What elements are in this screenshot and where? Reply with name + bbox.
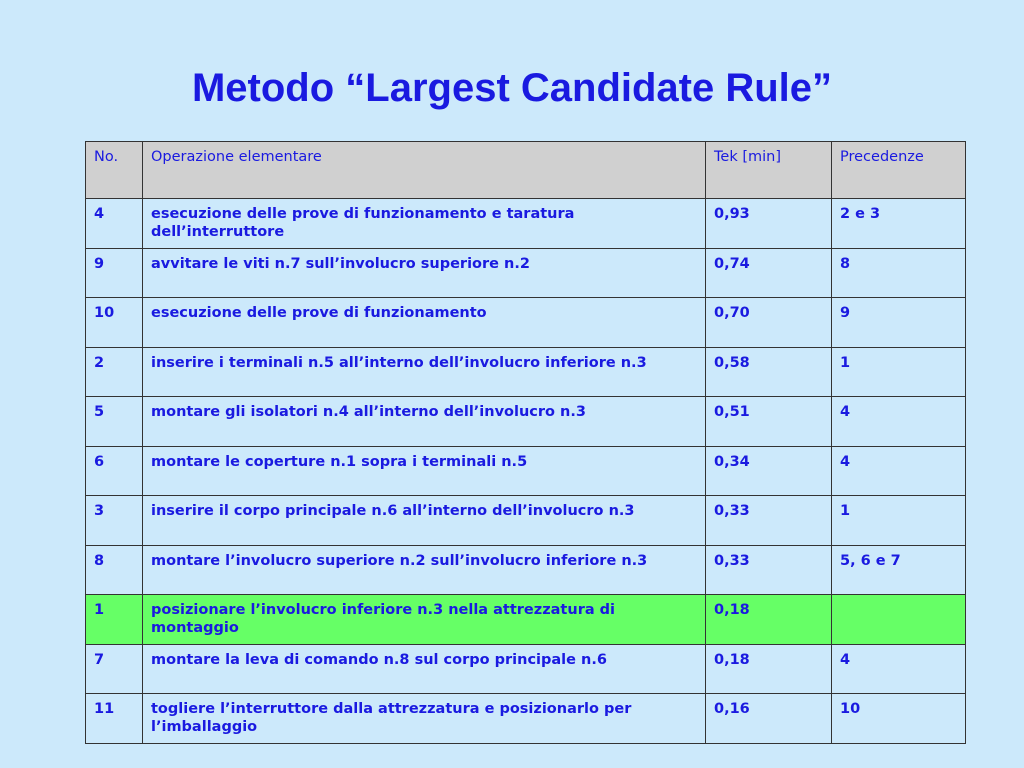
cell-precedences: 4 (832, 397, 966, 447)
cell-operation: posizionare l’involucro inferiore n.3 nella attrezzatura di montaggio (143, 595, 706, 645)
cell-tek: 0,51 (706, 397, 832, 447)
slide-title: Metodo “Largest Candidate Rule” (191, 66, 833, 110)
cell-precedences: 2 e 3 (832, 199, 966, 249)
cell-precedences: 9 (832, 298, 966, 348)
cell-tek: 0,74 (706, 248, 832, 298)
header-precedences: Precedenze (832, 142, 966, 199)
cell-tek: 0,18 (706, 595, 832, 645)
cell-tek: 0,58 (706, 347, 832, 397)
table-row (86, 248, 966, 298)
cell-no: 1 (86, 595, 143, 645)
cell-precedences: 5, 6 e 7 (832, 545, 966, 595)
cell-operation: inserire il corpo principale n.6 all’interno dell’involucro n.3 (143, 496, 706, 546)
cell-no: 6 (86, 446, 143, 496)
cell-precedences: 4 (832, 644, 966, 694)
cell-tek: 0,33 (706, 496, 832, 546)
cell-operation: esecuzione delle prove di funzionamento e taratura dell’interruttore (143, 199, 706, 249)
cell-operation: esecuzione delle prove di funzionamento (143, 298, 706, 348)
cell-no: 10 (86, 298, 143, 348)
cell-no: 7 (86, 644, 143, 694)
cell-tek: 0,93 (706, 199, 832, 249)
cell-precedences: 4 (832, 446, 966, 496)
cell-no: 2 (86, 347, 143, 397)
cell-no: 11 (86, 694, 143, 744)
table-row (86, 595, 966, 645)
cell-operation: avvitare le viti n.7 sull’involucro superiore n.2 (143, 248, 706, 298)
cell-tek: 0,70 (706, 298, 832, 348)
table-row (86, 397, 966, 447)
cell-precedences: 8 (832, 248, 966, 298)
cell-tek: 0,34 (706, 446, 832, 496)
table-row (86, 199, 966, 249)
cell-no: 5 (86, 397, 143, 447)
cell-no: 3 (86, 496, 143, 546)
header-no: No. (86, 142, 143, 199)
cell-precedences: 1 (832, 496, 966, 546)
cell-tek: 0,16 (706, 694, 832, 744)
cell-operation: inserire i terminali n.5 all’interno dell’involucro inferiore n.3 (143, 347, 706, 397)
table-row (86, 298, 966, 348)
cell-no: 4 (86, 199, 143, 249)
cell-operation: montare la leva di comando n.8 sul corpo principale n.6 (143, 644, 706, 694)
table-row (86, 694, 966, 744)
cell-precedences: 10 (832, 694, 966, 744)
table-row (86, 446, 966, 496)
table-row (86, 496, 966, 546)
table-row (86, 545, 966, 595)
cell-no: 8 (86, 545, 143, 595)
cell-operation: montare le coperture n.1 sopra i terminali n.5 (143, 446, 706, 496)
cell-no: 9 (86, 248, 143, 298)
cell-tek: 0,18 (706, 644, 832, 694)
cell-precedences: 1 (832, 347, 966, 397)
cell-operation: togliere l’interruttore dalla attrezzatura e posizionarlo per l’imballaggio (143, 694, 706, 744)
table-row (86, 644, 966, 694)
operations-table (85, 141, 966, 744)
cell-operation: montare gli isolatori n.4 all’interno dell’involucro n.3 (143, 397, 706, 447)
cell-precedences (832, 595, 966, 645)
table-row (86, 347, 966, 397)
cell-operation: montare l’involucro superiore n.2 sull’involucro inferiore n.3 (143, 545, 706, 595)
header-tek: Tek [min] (706, 142, 832, 199)
cell-tek: 0,33 (706, 545, 832, 595)
header-operation: Operazione elementare (143, 142, 706, 199)
table-header-row (86, 142, 966, 199)
